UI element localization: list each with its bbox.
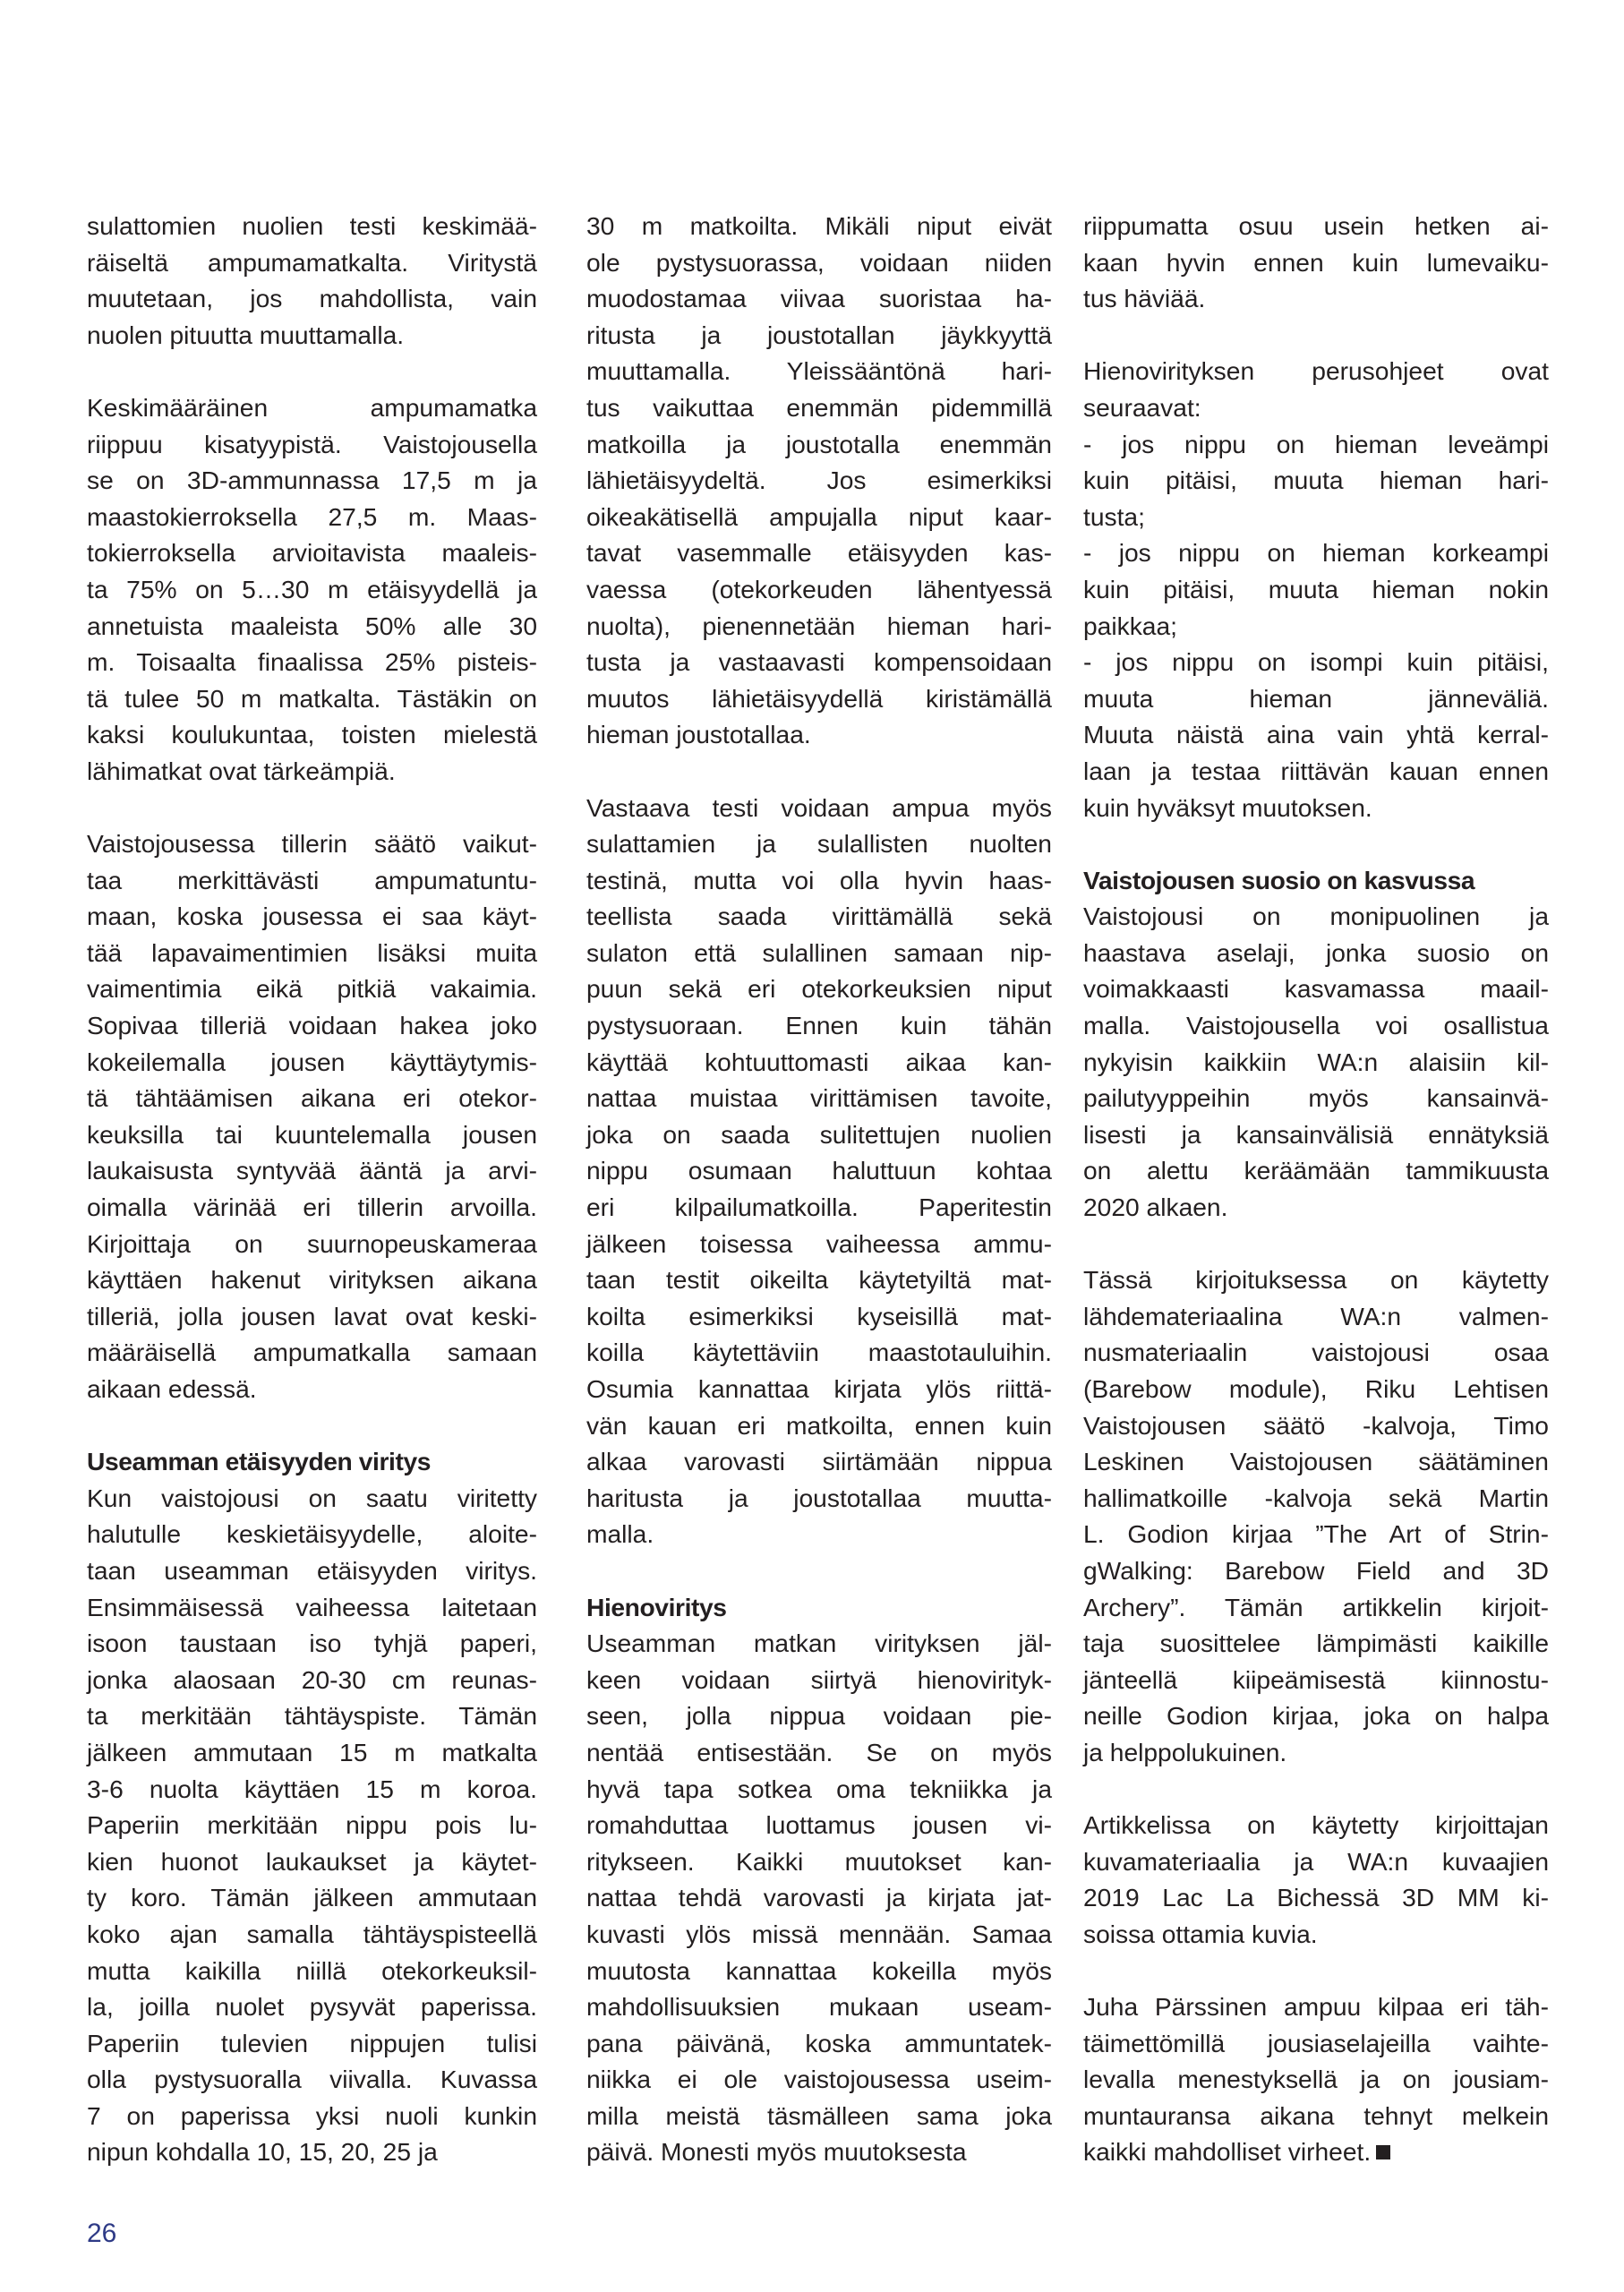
text-line: tavat vasemmalle etäisyyden kas- [586,538,1052,568]
text-line: romahduttaa luottamus jousen vi- [586,1810,1052,1840]
text-line: vaessa (otekorkeuden lähentyessä [586,574,1052,603]
text-column-2 [586,208,1052,2170]
text-line: kuin hyväksyt muutoksen. [1083,792,1372,822]
paragraph [586,1625,1052,2170]
paragraph [586,790,1052,1552]
text-line: muuta hieman jänneväliä. [1083,683,1549,713]
text-line: ta merkitään tähtäyspiste. Tämän [87,1701,537,1731]
text-line: nuolen pituutta muuttamalla. [87,320,405,349]
text-line: Tässä kirjoituksessa on käytetty [1083,1265,1549,1295]
text-line: seen, jolla nippua voidaan pie- [586,1701,1052,1731]
page-number: 26 [87,2219,117,2248]
text-line: hieman joustotallaa. [586,720,811,749]
text-line: lisesti ja kansainvälisiä ennätyksiä [1083,1119,1549,1149]
text-column-3 [1083,208,1549,2170]
text-line: Sopivaa tilleriä voidaan hakea joko [87,1011,537,1040]
text-line: soissa ottamia kuvia. [1083,1919,1318,1948]
text-line: vän kauan eri matkoilta, ennen kuin [586,1410,1052,1440]
text-line: maan, koska jousessa ei saa käyt- [87,902,537,931]
text-line: hyvä tapa sotkea oma tekniikka ja [586,1774,1052,1803]
text-line: Osumia kannattaa kirjata ylös riittä- [586,1374,1052,1403]
text-line: (Barebow module), Riku Lehtisen [1083,1374,1549,1403]
paragraph [87,208,537,353]
text-line: lähimatkat ovat tärkeämpiä. [87,756,396,785]
text-line: täimettömillä jousiaselajeilla vaihte- [1083,2028,1549,2057]
text-line: laan ja testaa riittävän kauan ennen [1083,756,1549,785]
text-line: laukaisusta syntyvää ääntä ja arvi- [87,1156,537,1185]
text-line: jälkeen ammutaan 15 m matkalta [87,1737,537,1766]
text-line: matkoilla ja joustotalla enemmän [586,429,1052,458]
text-line: alkaa varovasti siirtämään nippua [586,1447,1052,1476]
text-line: koko ajan samalla tähtäyspisteellä [87,1919,537,1948]
text-line: niikka ei ole vaistojousessa useim- [586,2065,1052,2094]
text-line: nuolta), pienennetään hieman hari- [586,611,1052,640]
text-line: tusta; [1083,501,1145,531]
text-line: Vaistojousi on monipuolinen ja [1083,902,1549,931]
text-line: aikaan edessä. [87,1374,257,1403]
text-line: sulattamien ja sulallisten nuolten [586,829,1052,859]
text-line: malla. [586,1519,654,1549]
text-line: Juha Pärssinen ampuu kilpaa eri täh- [1083,1992,1549,2022]
text-line: tilleriä, jolla jousen lavat ovat keski- [87,1301,537,1330]
text-line: nattaa tehdä varovasti ja kirjata jat- [586,1883,1052,1912]
text-line: haastava aselaji, jonka suosio on [1083,937,1549,967]
text-line: annetuista maaleista 50% alle 30 [87,611,537,640]
text-line: Paperiin merkitään nippu pois lu- [87,1810,537,1840]
paragraph [1083,208,1549,317]
text-line: käyttää kohtuuttomasti aikaa kan- [586,1047,1052,1076]
text-line: - jos nippu on isompi kuin pitäisi, [1083,647,1549,677]
text-line: halutulle keskietäisyydelle, aloite- [87,1519,537,1549]
text-line: pailutyyppeihin myös kansainvä- [1083,1083,1549,1113]
section-heading: Vaistojousen suosio on kasvussa [1083,865,1475,894]
text-line: neille Godion kirjaa, joka on halpa [1083,1701,1549,1731]
text-line: kaksi koulukuntaa, toisten mielestä [87,720,537,749]
text-line: 3-6 nuolta käyttäen 15 m koroa. [87,1774,537,1803]
text-line: jonka alaosaan 20-30 cm reunas- [87,1664,537,1694]
paragraph [87,825,537,1407]
text-line: ja helppolukuinen. [1083,1737,1287,1766]
text-line: L. Godion kirjaa ”The Art of Strin- [1083,1519,1549,1549]
text-line: tä tähtäämisen aikana eri otekor- [87,1083,537,1113]
text-line: tusta ja vastaavasti kompensoidaan [586,647,1052,677]
text-line: olla pystysuoralla viivalla. Kuvassa [87,2065,537,2094]
paragraph [1083,1807,1549,1952]
paragraph [1083,1261,1549,1770]
text-line: m. Toisaalta finaalissa 25% pisteis- [87,647,537,677]
text-line: malla. Vaistojousella voi osallistua [1083,1011,1549,1040]
text-line: joka on saada sulitettujen nuolien [586,1119,1052,1149]
text-line: seuraavat: [1083,392,1201,422]
text-line: nipun kohdalla 10, 15, 20, 25 ja [87,2137,438,2167]
text-line: 7 on paperissa yksi nuoli kunkin [87,2100,537,2130]
text-line: Kun vaistojousi on saatu viritetty [87,1483,537,1512]
text-line: tää lapavaimentimien lisäksi muita [87,937,537,967]
text-line: pystysuoraan. Ennen kuin tähän [586,1011,1052,1040]
paragraph [87,1480,537,2170]
text-line: paikkaa; [1083,611,1177,640]
text-line: 30 m matkoilta. Mikäli niput eivät [586,211,1052,240]
text-line: la, joilla nuolet pysyvät paperissa. [87,1992,537,2022]
text-line: taa merkittävästi ampumatuntu- [87,865,537,894]
paragraph [1083,1988,1549,2170]
text-line: teellista saada virittämällä sekä [586,902,1052,931]
text-line: tokierroksella arvioitavista maaleis- [87,538,537,568]
text-line: hallimatkoille -kalvoja sekä Martin [1083,1483,1549,1512]
text-line: kaikki mahdolliset virheet. [1083,2134,1549,2170]
text-line: kuin pitäisi, muuta hieman nokin [1083,574,1549,603]
text-line: levalla menestyksellä ja on jousiam- [1083,2065,1549,2094]
text-line: kaan hyvin ennen kuin lumevaiku- [1083,247,1549,277]
text-line: tus vaikuttaa enemmän pidemmillä [586,392,1052,422]
text-line: ritykseen. Kaikki muutokset kan- [586,1846,1052,1876]
text-line: testinä, mutta voi olla hyvin haas- [586,865,1052,894]
text-line: Vaistojousessa tillerin säätö vaikut- [87,829,537,859]
text-line: kuvamateriaalia ja WA:n kuvaajien [1083,1846,1549,1876]
text-line: milla meistä täsmälleen sama joka [586,2100,1052,2130]
text-line: kuvasti ylös missä mennään. Samaa [586,1919,1052,1948]
text-line: riippuu kisatyypistä. Vaistojousella [87,429,537,458]
text-line: muutosta kannattaa kokeilla myös [586,1955,1052,1985]
text-line: - jos nippu on hieman leveämpi [1083,429,1549,458]
text-line: - jos nippu on hieman korkeampi [1083,538,1549,568]
text-line: 2019 Lac La Bichessä 3D MM ki- [1083,1883,1549,1912]
paragraph [586,208,1052,753]
text-line: sulattomien nuolien testi keskimää- [87,211,537,240]
text-line: keuksilla tai kuuntelemalla jousen [87,1119,537,1149]
text-line: on alettu keräämään tammikuusta [1083,1156,1549,1185]
end-mark-icon [1376,2145,1390,2159]
text-line: taan testit oikeilta käytetyiltä mat- [586,1265,1052,1295]
text-line: nattaa muistaa virittämisen tavoite, [586,1083,1052,1113]
text-line: sulaton että sulallinen samaan nip- [586,937,1052,967]
text-line: gWalking: Barebow Field and 3D [1083,1555,1549,1585]
text-line: keen voidaan siirtyä hienovirityk- [586,1664,1052,1694]
text-line: käyttäen hakenut virityksen aikana [87,1265,537,1295]
text-line: nusmateriaalin vaistojousi osaa [1083,1338,1549,1367]
text-line: ta 75% on 5…30 m etäisyydellä ja [87,574,537,603]
text-line: Archery”. Tämän artikkelin kirjoit- [1083,1592,1549,1621]
text-line: pana päivänä, koska ammuntatek- [586,2028,1052,2057]
text-line: kien huonot laukaukset ja käytet- [87,1846,537,1876]
text-line: muodostamaa viivaa suoristaa ha- [586,284,1052,313]
text-line: määräisellä ampumatkalla samaan [87,1338,537,1367]
text-line: vaimentimia eikä pitkiä vakaimia. [87,974,537,1004]
text-line: kokeilemalla jousen käyttäytymis- [87,1047,537,1076]
text-line: Artikkelissa on käytetty kirjoittajan [1083,1810,1549,1840]
text-line: tus häviää. [1083,284,1206,313]
text-line: ole pystysuorassa, voidaan niiden [586,247,1052,277]
text-line: Kirjoittaja on suurnopeuskameraa [87,1228,537,1258]
text-line: riippumatta osuu usein hetken ai- [1083,211,1549,240]
text-line: oikeakätisellä ampujalla niput kaar- [586,501,1052,531]
text-line: lähdemateriaalina WA:n valmen- [1083,1301,1549,1330]
paragraph [87,389,537,790]
text-line: koilla käytettäviin maastotauluihin. [586,1338,1052,1367]
paragraph [1083,353,1549,825]
text-line: voimakkaasti kasvamassa maail- [1083,974,1549,1004]
text-line: taja suosittelee lämpimästi kaikille [1083,1629,1549,1658]
text-line: muutetaan, jos mahdollista, vain [87,284,537,313]
text-line: tä tulee 50 m matkalta. Tästäkin on [87,683,537,713]
text-line: taan useamman etäisyyden viritys. [87,1555,537,1585]
text-line: maastokierroksella 27,5 m. Maas- [87,501,537,531]
text-line: Useamman matkan virityksen jäl- [586,1629,1052,1658]
text-line: mutta kaikilla niillä otekorkeuksil- [87,1955,537,1985]
text-line: muntauransa aikana tehnyt melkein [1083,2100,1549,2130]
text-line: haritusta ja joustotallaa muutta- [586,1483,1052,1512]
text-line: 2020 alkaen. [1083,1193,1228,1222]
paragraph [1083,898,1549,1225]
text-line: jänteellä kiipeämisestä kiinnostu- [1083,1664,1549,1694]
text-column-1 [87,208,537,2170]
text-line: nippu osumaan haluttuun kohtaa [586,1156,1052,1185]
text-line: se on 3D-ammunnassa 17,5 m ja [87,466,537,495]
text-line: Ensimmäisessä vaiheessa laitetaan [87,1592,537,1621]
text-line: muutos lähietäisyydellä kiristämällä [586,683,1052,713]
text-line: Hienovirityksen perusohjeet ovat [1083,356,1549,386]
text-line: Paperiin tulevien nippujen tulisi [87,2028,537,2057]
text-line: Keskimääräinen ampumamatka [87,392,537,422]
text-line: Leskinen Vaistojousen säätäminen [1083,1447,1549,1476]
text-line: Vastaava testi voidaan ampua myös [586,792,1052,822]
text-line: Muuta näistä aina vain yhtä kerral- [1083,720,1549,749]
text-line: mahdollisuuksien mukaan useam- [586,1992,1052,2022]
text-line: Vaistojousen säätö -kalvoja, Timo [1083,1410,1549,1440]
text-line: räiseltä ampumamatkalta. Viritystä [87,247,537,277]
text-line: isoon taustaan iso tyhjä paperi, [87,1629,537,1658]
text-line: eri kilpailumatkoilla. Paperitestin [586,1193,1052,1222]
text-line: ritusta ja joustotallan jäykkyyttä [586,320,1052,349]
section-heading: Hienoviritys [586,1592,727,1621]
text-line: nykyisin kaikkiin WA:n alaisiin kil- [1083,1047,1549,1076]
text-line: puun sekä eri otekorkeuksien niput [586,974,1052,1004]
text-line: lähietäisyydeltä. Jos esimerkiksi [586,466,1052,495]
text-line: oimalla värinää eri tillerin arvoilla. [87,1193,537,1222]
text-line: kuin pitäisi, muuta hieman hari- [1083,466,1549,495]
text-line: nentää entisestään. Se on myös [586,1737,1052,1766]
text-line: koilta esimerkiksi kyseisillä mat- [586,1301,1052,1330]
section-heading: Useamman etäisyyden viritys [87,1447,432,1476]
text-line: jälkeen toisessa vaiheessa ammu- [586,1228,1052,1258]
text-line: päivä. Monesti myös muutoksesta [586,2137,967,2167]
text-line: muuttamalla. Yleissääntönä hari- [586,356,1052,386]
text-line: ty koro. Tämän jälkeen ammutaan [87,1883,537,1912]
